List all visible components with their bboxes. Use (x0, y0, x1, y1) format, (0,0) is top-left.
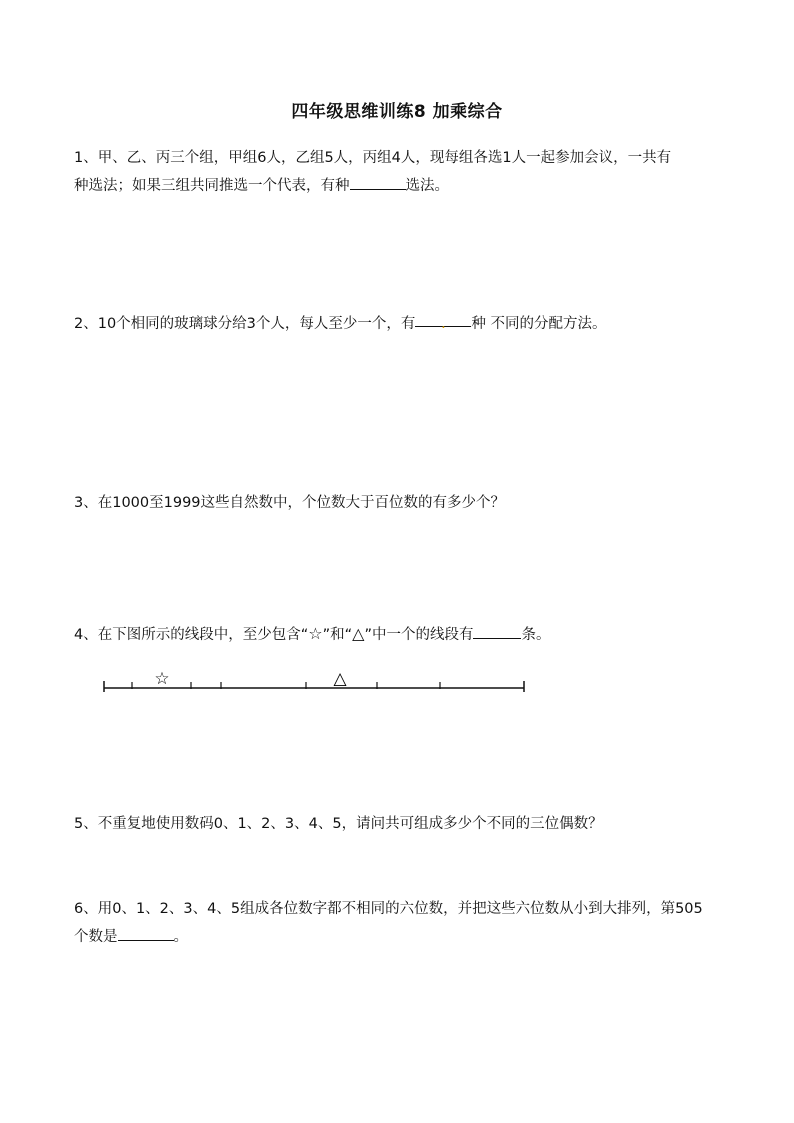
question-4 (74, 620, 734, 649)
question-5: 5、不重复地使用数码0、1、2、3、4、5，请问共可组成多少个不同的三位偶数？ (74, 816, 603, 832)
question-6-text-b: 。 (173, 929, 188, 945)
question-1-text-b: 选法。 (405, 178, 449, 194)
triangle-icon: △ (352, 624, 365, 643)
question-3: 3、在1000至1999这些自然数中，个位数大于百位数的有多少个？ (74, 495, 506, 511)
blank-mark: . (441, 316, 446, 332)
question-1-line-1: 1、甲、乙、丙三个组，甲组6人，乙组5人，丙组4人，现每组各选1人一起参加会议，一共有 (74, 150, 672, 166)
line-segment-diagram (100, 664, 540, 696)
star-icon: ☆ (154, 669, 170, 689)
question-4-text-d: 条。 (521, 627, 551, 643)
answer-blank[interactable] (473, 622, 521, 639)
question-4-text-a: 4、在下图所示的线段中，至少包含“ (74, 627, 309, 643)
question-4-text-b: ”和“ (322, 627, 353, 643)
answer-blank[interactable] (118, 924, 174, 941)
question-1-line-2 (74, 172, 734, 200)
answer-blank[interactable] (415, 310, 471, 332)
triangle-icon: △ (333, 669, 347, 689)
question-6-line-1: 6、用0、1、2、3、4、5组成各位数字都不相同的六位数，并把这些六位数从小到大排列，第505 (74, 901, 703, 917)
question-2 (74, 310, 734, 338)
question-1 (74, 144, 734, 200)
question-6-text-a: 个数是 (74, 929, 118, 945)
question-2-text-a: 2、10个相同的玻璃球分给3个人，每人至少一个，有 (74, 316, 416, 332)
star-icon: ☆ (308, 624, 323, 643)
question-6 (74, 895, 734, 951)
page-title: 四年级思维训练8 加乘综合 (291, 102, 503, 122)
question-2-text-b: 种 不同的分配方法。 (471, 316, 607, 332)
answer-blank[interactable] (350, 173, 406, 190)
question-6-line-2 (74, 923, 734, 951)
question-4-text-c: ”中一个的线段有 (364, 627, 474, 643)
question-1-text-a: 种选法；如果三组共同推选一个代表，有种 (74, 178, 350, 194)
